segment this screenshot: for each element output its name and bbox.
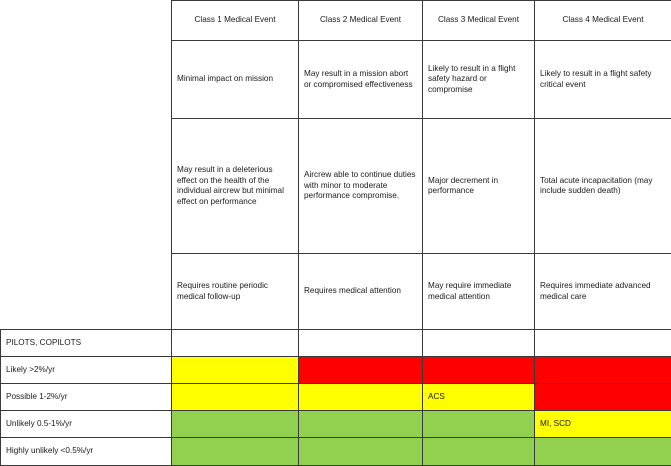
risk-cell	[535, 357, 671, 384]
risk-cell	[299, 357, 423, 384]
risk-cell	[423, 438, 535, 466]
likelihood-label: Highly unlikely <0.5%/yr	[1, 438, 172, 466]
class-4-health-effect: Total acute incapacitation (may include sudden death)	[535, 119, 671, 254]
crew-label: PILOTS, COPILOTS	[1, 330, 172, 357]
class-1-mission-impact: Minimal impact on mission	[172, 41, 299, 119]
crew-row-cell	[299, 330, 423, 357]
class-header-row	[1, 1, 671, 41]
likelihood-row-unlikely	[1, 411, 671, 438]
risk-cell	[535, 438, 671, 466]
risk-cell	[423, 411, 535, 438]
class-4-mission-impact: Likely to result in a flight safety critical event	[535, 41, 671, 119]
risk-cell	[172, 411, 299, 438]
risk-cell	[172, 357, 299, 384]
risk-cell: ACS	[423, 384, 535, 411]
class-3-care: May require immediate medical attention	[423, 254, 535, 330]
risk-cell: MI, SCD	[535, 411, 671, 438]
risk-cell	[299, 411, 423, 438]
class-3-health-effect: Major decrement in performance	[423, 119, 535, 254]
class-3-mission-impact: Likely to result in a flight safety hazard or compromise	[423, 41, 535, 119]
risk-cell	[299, 384, 423, 411]
likelihood-row-likely	[1, 357, 671, 384]
class-3-header: Class 3 Medical Event	[423, 1, 535, 41]
risk-cell	[535, 384, 671, 411]
likelihood-label: Possible 1-2%/yr	[1, 384, 172, 411]
risk-cell	[172, 438, 299, 466]
class-2-care: Requires medical attention	[299, 254, 423, 330]
likelihood-label: Likely >2%/yr	[1, 357, 172, 384]
crew-row-cell	[172, 330, 299, 357]
class-2-header: Class 2 Medical Event	[299, 1, 423, 41]
crew-row	[1, 330, 671, 357]
class-2-mission-impact: May result in a mission abort or compromised effectiveness	[299, 41, 423, 119]
crew-row-cell	[535, 330, 671, 357]
likelihood-row-highly-unlikely	[1, 438, 671, 466]
risk-cell	[299, 438, 423, 466]
class-1-care: Requires routine periodic medical follow-up	[172, 254, 299, 330]
risk-cell	[172, 384, 299, 411]
class-4-header: Class 4 Medical Event	[535, 1, 671, 41]
class-2-health-effect: Aircrew able to continue duties with minor to moderate performance compromise.	[299, 119, 423, 254]
class-4-care: Requires immediate advanced medical care	[535, 254, 671, 330]
class-1-header: Class 1 Medical Event	[172, 1, 299, 41]
likelihood-label: Unlikely 0.5-1%/yr	[1, 411, 172, 438]
corner-blank-cell	[1, 1, 172, 330]
risk-cell	[423, 357, 535, 384]
class-1-health-effect: May result in a deleterious effect on the health of the individual aircrew but minimal effect on performance	[172, 119, 299, 254]
likelihood-row-possible	[1, 384, 671, 411]
crew-row-cell	[423, 330, 535, 357]
